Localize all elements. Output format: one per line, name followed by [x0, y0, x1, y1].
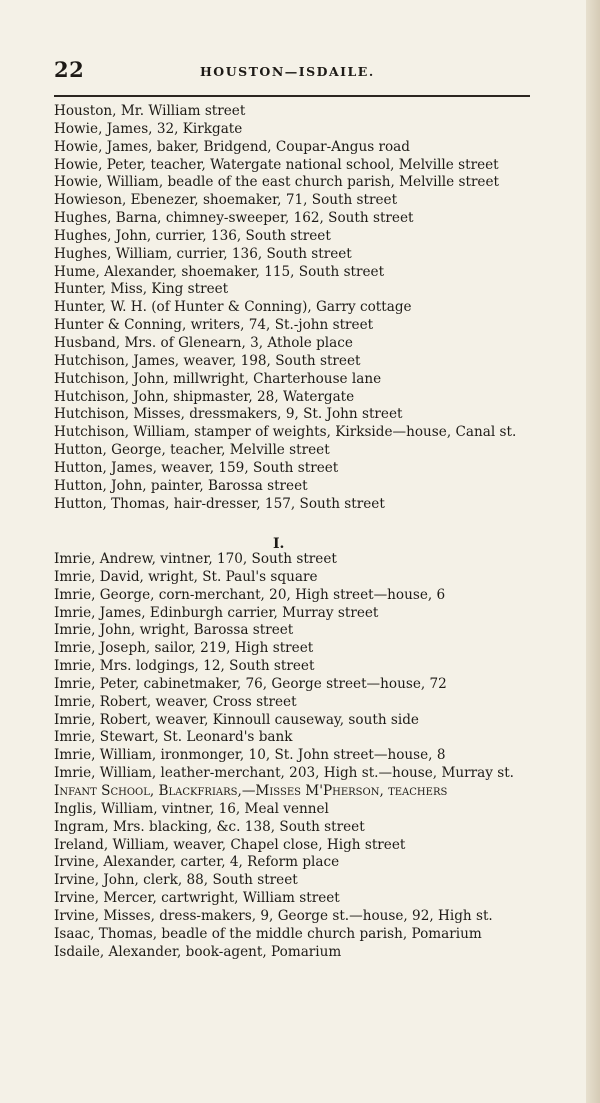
- directory-entry: Imrie, Robert, weaver, Cross street: [54, 693, 297, 710]
- directory-entry: Howieson, Ebenezer, shoemaker, 71, South street: [54, 192, 398, 209]
- directory-entry: Husband, Mrs. of Glenearn, 3, Athole place: [54, 334, 353, 351]
- entry-list-h: [54, 103, 554, 513]
- directory-entry: Imrie, Stewart, St. Leonard's bank: [54, 729, 293, 746]
- section-heading: I.: [273, 536, 285, 552]
- directory-entry: Howie, William, beadle of the east church parish, Melville street: [54, 174, 499, 191]
- directory-entry: Hutton, John, painter, Barossa street: [54, 477, 308, 494]
- directory-entry: Imrie, Robert, weaver, Kinnoull causeway, south side: [54, 711, 419, 728]
- directory-entry: Imrie, John, wright, Barossa street: [54, 622, 294, 639]
- directory-entry: Imrie, Andrew, vintner, 170, South street: [54, 551, 337, 567]
- directory-entry: Hutton, George, teacher, Melville street: [54, 442, 330, 459]
- directory-entry: Imrie, William, ironmonger, 10, St. John street—house, 8: [54, 747, 446, 764]
- directory-entry: Ingram, Mrs. blacking, &c. 138, South street: [54, 818, 365, 835]
- directory-entry: Howie, James, baker, Bridgend, Coupar-Angus road: [54, 138, 410, 155]
- directory-entry: Imrie, William, leather-merchant, 203, High st.—house, Murray st.: [54, 765, 514, 782]
- directory-entry: Houston, Mr. William street: [54, 103, 246, 119]
- page-number: 22: [54, 57, 85, 82]
- directory-entry: Irvine, Mercer, cartwright, William street: [54, 890, 340, 907]
- directory-entry: Howie, James, 32, Kirkgate: [54, 120, 243, 137]
- directory-entry: Irvine, Misses, dress-makers, 9, George st.—house, 92, High st.: [54, 907, 493, 924]
- entry-list-i: [54, 551, 564, 961]
- directory-entry: Inglis, William, vintner, 16, Meal vennel: [54, 800, 329, 817]
- directory-entry: Hutchison, John, shipmaster, 28, Watergate: [54, 388, 355, 405]
- directory-entry: Irvine, Alexander, carter, 4, Reform place: [54, 854, 340, 871]
- directory-entry: Imrie, Mrs. lodgings, 12, South street: [54, 658, 315, 675]
- directory-entry: Imrie, Peter, cabinetmaker, 76, George street—house, 72: [54, 675, 447, 692]
- running-header: HOUSTON—ISDAILE.: [200, 64, 375, 79]
- directory-entry: Hutton, James, weaver, 159, South street: [54, 459, 339, 476]
- directory-entry: Hutchison, William, stamper of weights, Kirkside—house, Canal st.: [54, 424, 517, 441]
- directory-entry: Irvine, John, clerk, 88, South street: [54, 872, 298, 889]
- directory-entry: Hunter, Miss, King street: [54, 281, 229, 298]
- directory-entry: Imrie, David, wright, St. Paul's square: [54, 568, 318, 585]
- directory-entry: Hume, Alexander, shoemaker, 115, South street: [54, 263, 385, 280]
- directory-entry: Imrie, Joseph, sailor, 219, High street: [54, 640, 314, 657]
- directory-entry: Hunter, W. H. (of Hunter & Conning), Garry cottage: [54, 299, 412, 316]
- directory-entry: Ireland, William, weaver, Chapel close, High street: [54, 836, 406, 853]
- directory-entry: Imrie, James, Edinburgh carrier, Murray street: [54, 604, 379, 621]
- directory-entry: Infant School, Blackfriars,—Misses M'Pherson, teachers: [54, 782, 448, 799]
- header-rule: [54, 95, 530, 97]
- directory-entry: Isaac, Thomas, beadle of the middle church parish, Pomarium: [54, 925, 482, 942]
- directory-entry: Isdaile, Alexander, book-agent, Pomarium: [54, 943, 342, 960]
- directory-entry: Hunter & Conning, writers, 74, St.-john street: [54, 317, 374, 334]
- directory-entry: Hutchison, John, millwright, Charterhouse lane: [54, 370, 382, 387]
- directory-entry: Hughes, John, currier, 136, South street: [54, 227, 331, 244]
- page-edge: [586, 0, 600, 1103]
- directory-entry: Hutchison, James, weaver, 198, South street: [54, 352, 361, 369]
- directory-entry: Hutchison, Misses, dressmakers, 9, St. John street: [54, 406, 403, 423]
- directory-entry: Imrie, George, corn-merchant, 20, High street—house, 6: [54, 586, 446, 603]
- directory-entry: Hughes, William, currier, 136, South street: [54, 245, 352, 262]
- directory-entry: Hughes, Barna, chimney-sweeper, 162, South street: [54, 210, 414, 227]
- directory-entry: Howie, Peter, teacher, Watergate national school, Melville street: [54, 156, 499, 173]
- directory-entry: Hutton, Thomas, hair-dresser, 157, South street: [54, 495, 385, 512]
